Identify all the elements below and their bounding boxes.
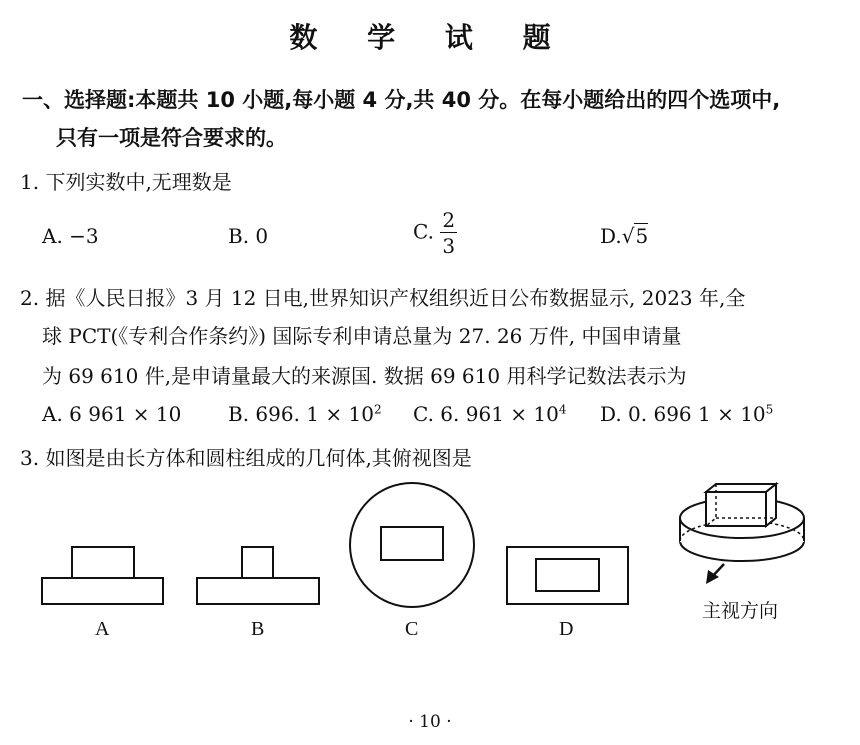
option-c-view [350,483,474,607]
q2-option-c-base: C. 6. 961 × 10 [413,402,559,426]
option-b-label: B [251,618,265,640]
question-3-stem: 3. 如图是由长方体和圆柱组成的几何体,其俯视图是 [20,446,472,470]
question-2-line3: 为 69 610 件,是申请量最大的来源国. 数据 69 610 用科学记数法表示为 [42,364,687,388]
radicand: 5 [635,224,649,248]
option-b-view [197,547,319,604]
option-a-top-rect [72,547,134,578]
option-d-outer-rect [507,547,628,604]
q2-option-d-base: D. 0. 696 1 × 10 [600,402,766,426]
section-heading-line1: 一、选择题:本题共 10 小题,每小题 4 分,共 40 分。在每小题给出的四个选项中, [22,88,781,112]
section-heading-line2: 只有一项是符合要求的。 [56,126,287,150]
page-title: 数 学 试 题 [289,21,571,54]
option-d-label: D [559,618,574,640]
option-a-view [42,547,163,604]
q1-option-c-prefix: C. [413,219,434,244]
q2-option-c [413,402,566,426]
q3-figure [0,478,860,668]
q2-option-a: A. 6 961 × 10 [42,402,182,426]
q2-option-d [600,402,773,426]
q1-option-c [413,210,457,256]
view-direction-label: 主视方向 [702,600,779,622]
q2-option-b [228,402,382,426]
q1-option-d [600,224,648,248]
q1-option-b: B. 0 [228,224,269,248]
q1-option-d-prefix: D. [600,224,622,248]
option-c-label: C [405,618,419,640]
arrow-icon [706,564,724,584]
option-c-rect [381,527,443,560]
box-side-face [766,484,776,526]
solid-3d-figure [680,484,804,561]
question-1-stem: 1. 下列实数中,无理数是 [20,170,232,194]
numerator: 2 [442,208,456,232]
question-2-line1: 2. 据《人民日报》3 月 12 日电,世界知识产权组织近日公布数据显示, 2023 年,全 [20,286,746,310]
question-2-line2: 球 PCT(《专利合作条约》) 国际专利申请总量为 27. 26 万件, 中国申请量 [42,324,682,348]
option-d-inner-rect [536,559,599,591]
q2-option-b-exponent: 2 [373,402,382,417]
q1-option-a: A. −3 [42,224,99,248]
option-c-circle [350,483,474,607]
q2-option-d-exponent: 5 [765,402,774,417]
denominator: 3 [442,234,456,258]
box-front-face [706,492,766,526]
page-number: · 10 · [408,712,452,732]
sqrt-sign: √ [621,224,635,248]
option-d-view [507,547,628,604]
fraction [440,210,457,256]
q2-option-b-base: B. 696. 1 × 10 [228,402,374,426]
option-a-base-rect [42,578,163,604]
option-b-base-rect [197,578,319,604]
option-b-top-rect [242,547,273,578]
option-a-label: A [95,618,110,640]
q2-option-c-exponent: 4 [558,402,567,417]
